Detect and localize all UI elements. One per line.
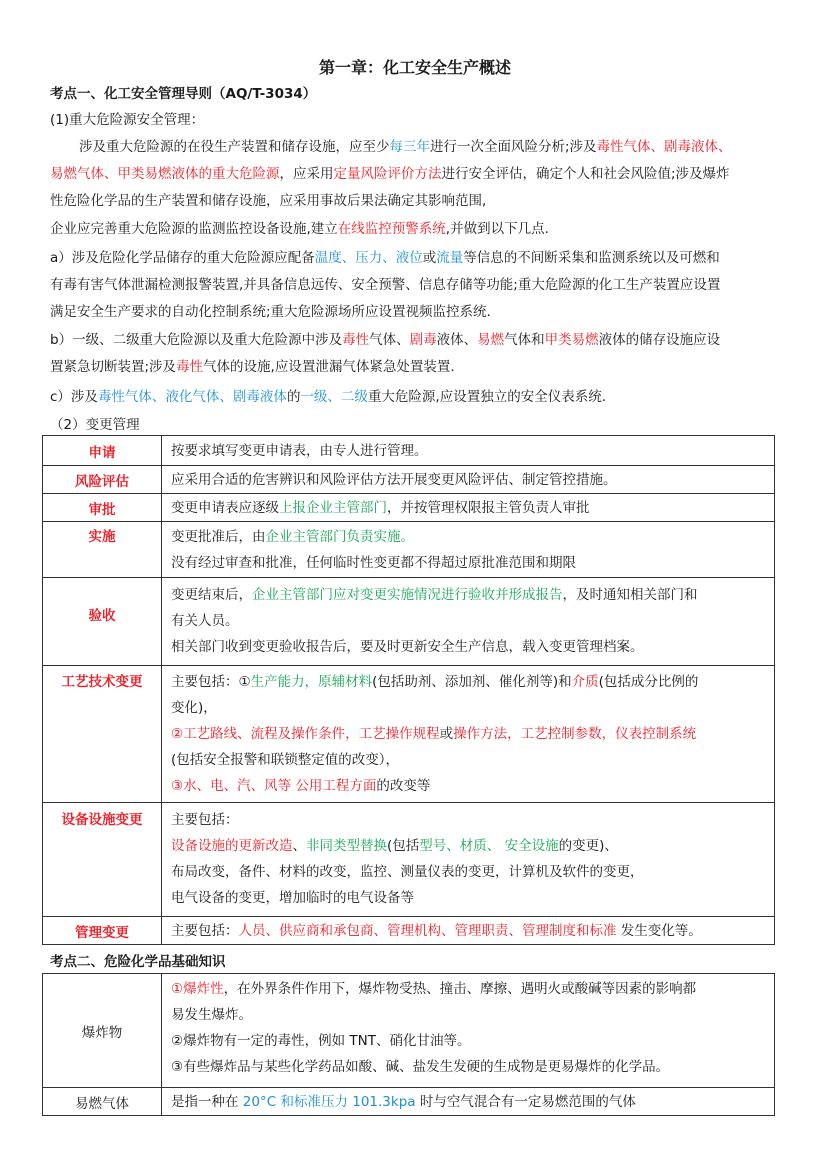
row-label-equipment-change: 设备设施变更 (43, 803, 162, 917)
table-row: 风险评估 应采用合适的危害辨识和风险评估方法开展变更风险评估、制定管控措施。 (43, 466, 775, 494)
row-label-acceptance: 验收 (43, 578, 162, 666)
row-label-implementation: 实施 (43, 522, 162, 578)
change-management-table (42, 435, 775, 945)
row-label-management-change: 管理变更 (43, 917, 162, 945)
subheading-major-hazard: (1)重大危险源安全管理： (50, 112, 205, 128)
row-label-approval: 审批 (43, 494, 162, 522)
chapter-title: 第一章：化工安全生产概述 (318, 58, 511, 77)
table-row: 申请 按要求填写变更申请表，由专人进行管理。 (43, 436, 775, 466)
table-row: 易燃气体 是指一种在 20°C 和标准压力 101.3kpa 时与空气混合有一定易燃范围的气体 (43, 1088, 775, 1116)
subheading-change-management: （2）变更管理 (50, 417, 140, 433)
paragraph-c: c）涉及毒性气体、液化气体、剧毒液体的一级、二级重大危险源,应设置独立的安全仪表系统. (50, 389, 607, 405)
row-label-risk-assessment: 风险评估 (43, 466, 162, 494)
table-row: 管理变更 主要包括：人员、供应商和承包商、管理机构、管理职责、管理制度和标准 发生变化等。 (43, 917, 775, 945)
paragraph-monitoring: 企业应完善重大危险源的监测监控设备设施,建立在线监控预警系统,并做到以下几点. (50, 221, 549, 237)
section1-heading: 考点一、化工安全管理导则（AQ/T-3034） (50, 86, 317, 102)
row-label-explosives: 爆炸物 (43, 974, 162, 1088)
table-row: 工艺技术变更 主要包括：①生产能力，原辅材料(包括助剂、添加剂、催化剂等)和介质(包括成分比例的 变化)， ②工艺路线、流程及操作条件，工艺操作规程或操作方法，工艺控制参数，仪表控制系统 (包括安全报警和联锁整定值的改变）， ③水、电、汽、风等 公用工程方面的改变等 (43, 666, 775, 803)
table-row: 实施 变更批准后，由企业主管部门负责实施。 没有经过审查和批准，任何临时性变更都不得超过原批准范围和期限 (43, 522, 775, 578)
table-row: 验收 变更结束后，企业主管部门应对变更实施情况进行验收并形成报告，及时通知相关部门和 有关人员。 相关部门收到变更验收报告后，要及时更新安全生产信息，载入变更管理档案。 (43, 578, 775, 666)
row-label-process-change: 工艺技术变更 (43, 666, 162, 803)
table-row: 设备设施变更 主要包括： 设备设施的更新改造、非同类型替换(包括型号、材质、 安全设施的变更)、 布局改变，备件、材料的改变，监控、测量仪表的变更，计算机及软件的变更， 电气设备的变更，增加临时的电气设备等 (43, 803, 775, 917)
table-row: 爆炸物 ①爆炸性，在外界条件作用下，爆炸物受热、撞击、摩擦、遇明火或酸碱等因素的影响都 易发生爆炸。 ②爆炸物有一定的毒性，例如 TNT、硝化甘油等。 ③有些爆炸品与某些化学药品如酸、碱、盐发生发硬的生成物是更易爆炸的化学品。 (43, 974, 775, 1088)
document-page: 第一章：化工安全生产概述 考点一、化工安全管理导则（AQ/T-3034） (1)重大危险源安全管理： 涉及重大危险源的在役生产装置和储存设施，应至少每三年进行一次全面风险分析;涉及毒性气体、剧毒液体、 易燃气体、甲类易燃液体的重大危险源，应采用定量风险评价方法进行安全评估，确定个人和社会风险值;涉及爆炸 性危险化学品的生产装置和储存设施，应采用事故后果法确定其影响范围, 企业应完善重大危险源的监测监控设备设施,建立在线监控预警系统,并做到以下几点. a）涉及危险化学品储存的重大危险源应配备温度、压力、液位或流量等信息的不间断采集和监测系统以及可燃和 有毒有害气体泄漏检测报警装置,并具备信息远传、安全预警、信息存储等功能;重大危险源的化工生产装置应设置 满足安全生产要求的自动化控制系统;重大危险源场所应设置视频监控系统. b）一级、二级重大危险源以及重大危险源中涉及毒性气体、剧毒液体、易燃气体和甲类易燃液体的储存设施应设 置紧急切断装置;涉及毒性气体的设施,应设置泄漏气体紧急处置装置. c）涉及毒性气体、液化气体、剧毒液体的一级、二级重大危险源,应设置独立的安全仪表系统. （2）变更管理 申请 按要求填写变更申请表，由专人进行管理。 风险评估 应采用合适的危害辨识和风险评估方法开展变更风险评估、制定管控措施。 审批 变更申请表应逐级上报企业主管部门，并按管理权限报主管负责人审批 实施 变更批准后，由企业主管部门负责实施。 没有经过审查和批准，任何临时性变更都不得超过原批准范围和期限 验收 变更结束后，企业主管部门应对变更实施情况进行验收并形成报告，及时通知相关部门和 有关人员。 相关部门收到变更验收报告后，要及时更新安全生产信息，载入变更管理档案。 工艺技术变更 主要包括：①生产能力，原辅材料(包括助剂、添加剂、催化剂等)和介质(包括成分比例的 变化)， ②工艺路线、流程及操作条件，工艺操作规程或操作方法，工艺控制参数，仪表控制系统 (包括安全报警和联锁整定值的改变）， ③水、电、汽、风等 公用工程方面的改变等 设备设施变更 主要包括： 设备设施的更新改造、非同类型替换(包括型号、材质、 安全设施的变更)、 布局改变，备件、材料的改变，监控、测量仪表的变更，计算机及软件的变更， 电气设备的变更，增加临时的电气设备等 管理变更 主要包括：人员、供应商和承包商、管理机构、管理职责、管理制度和标准 发生变化等。 考点二、危险化学品基础知识 爆炸物 ①爆炸性，在外界条件作用下，爆炸物受热、撞击、摩擦、遇明火或酸碱等因素的影响都 易发生爆炸。 ②爆炸物有一定的毒性，例如 TNT、硝化甘油等。 ③有些爆炸品与某些化学药品如酸、碱、盐发生发硬的生成物是更易爆炸的化学品。 易燃气体 是指一种在 20°C 和标准压力 101.3kpa 时与空气混合有一定易燃范围的气体 (0, 0, 830, 1175)
table-row: 审批 变更申请表应逐级上报企业主管部门，并按管理权限报主管负责人审批 (43, 494, 775, 522)
hazardous-chemicals-table (42, 973, 775, 1116)
row-label-flammable-gas: 易燃气体 (43, 1088, 162, 1116)
row-label-apply: 申请 (43, 436, 162, 466)
section2-heading: 考点二、危险化学品基础知识 (50, 954, 226, 970)
